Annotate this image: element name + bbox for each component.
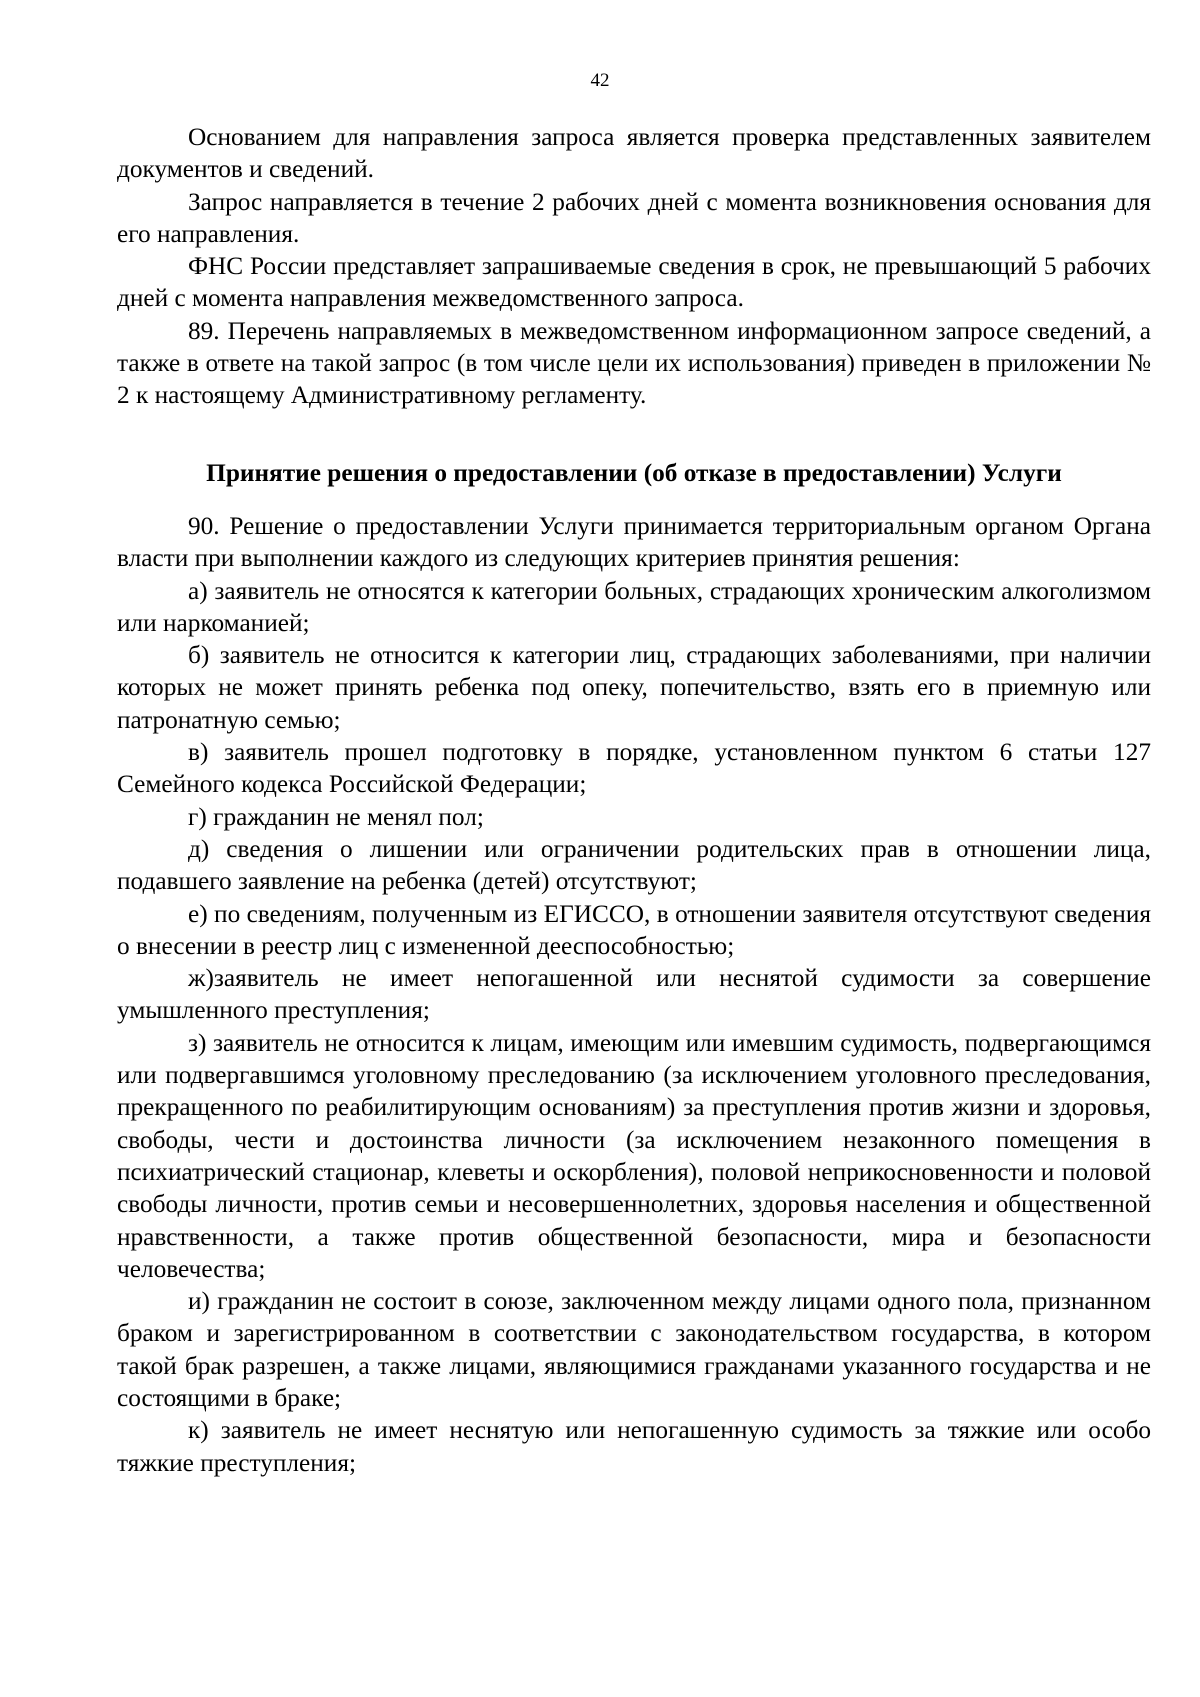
paragraph-request-timing: Запрос направляется в течение 2 рабочих дней с момента возникновения основания для его направления. (117, 187, 1151, 248)
spacer (117, 489, 1151, 510)
page-number: 42 (590, 70, 610, 91)
paragraph-89: 89. Перечень направляемых в межведомственном информационном запросе сведений, а также в ответе на такой запрос (в том числе цели их использования) приведен в приложении № 2 к настоящему Административному регламенту. (117, 316, 1151, 410)
list-item-g: г) гражданин не менял пол; (188, 802, 484, 831)
list-item-i: и) гражданин не состоит в союзе, заключенном между лицами одного пола, признанном браком и зарегистрированном в соответствии с законодательством государства, в котором такой брак разрешен, а также лицами, являющимися гражданами указанного государства и не состоящими в браке; (117, 1287, 1151, 1412)
list-item-v: в) заявитель прошел подготовку в порядке, установленном пунктом 6 статьи 127 Семейного кодекса Российской Федерации; (117, 738, 1151, 799)
spacer (117, 412, 1151, 457)
paragraph-fns-response: ФНС России представляет запрашиваемые сведения в срок, не превышающий 5 рабочих дней с момента направления межведомственного запроса. (117, 252, 1151, 313)
list-item-k: к) заявитель не имеет неснятую или непогашенную судимость за тяжкие или особо тяжкие преступления; (117, 1416, 1151, 1477)
list-item-b: б) заявитель не относится к категории лиц, страдающих заболеваниями, при наличии которых не может принять ребенка под опеку, попечительство, взять его в приемную или патронатную семью; (117, 641, 1151, 734)
paragraph-90: 90. Решение о предоставлении Услуги принимается территориальным органом Органа власти при выполнении каждого из следующих критериев принятия решения: (117, 511, 1151, 573)
list-item-z: з) заявитель не относится к лицам, имеющим или имевшим судимость, подвергающимся или подвергавшимся уголовному преследованию (за исключением уголовного преследования, прекращенного по реабилитирующим основаниям) за преступления против жизни и здоровья, свободы, чести и достоинства личности (за исключением незаконного помещения в психиатрический стационар, клеветы и оскорбления), половой неприкосновенности и половой свободы личности, против семьи и несовершеннолетних, здоровья населения и общественной нравственности, а также против общественной безопасности, мира и безопасности человечества; (117, 1028, 1151, 1283)
section-heading: Принятие решения о предоставлении (об отказе в предоставлении) Услуги (206, 458, 1062, 487)
list-item-d: д) сведения о лишении или ограничении родительских прав в отношении лица, подавшего заявление на ребенка (детей) отсутствуют; (117, 834, 1151, 896)
list-item-e: е) по сведениям, полученным из ЕГИССО, в отношении заявителя отсутствуют сведения о внесении в реестр лиц с измененной дееспособностью; (117, 899, 1151, 960)
list-item-zh: ж)заявитель не имеет непогашенной или неснятой судимости за совершение умышленного преступления; (117, 964, 1151, 1025)
list-item-a: а) заявитель не относятся к категории больных, страдающих хроническим алкоголизмом или наркоманией; (117, 576, 1151, 637)
document-body (117, 121, 1151, 1479)
paragraph-request-basis: Основанием для направления запроса является проверка представленных заявителем документов и сведений. (117, 123, 1151, 184)
